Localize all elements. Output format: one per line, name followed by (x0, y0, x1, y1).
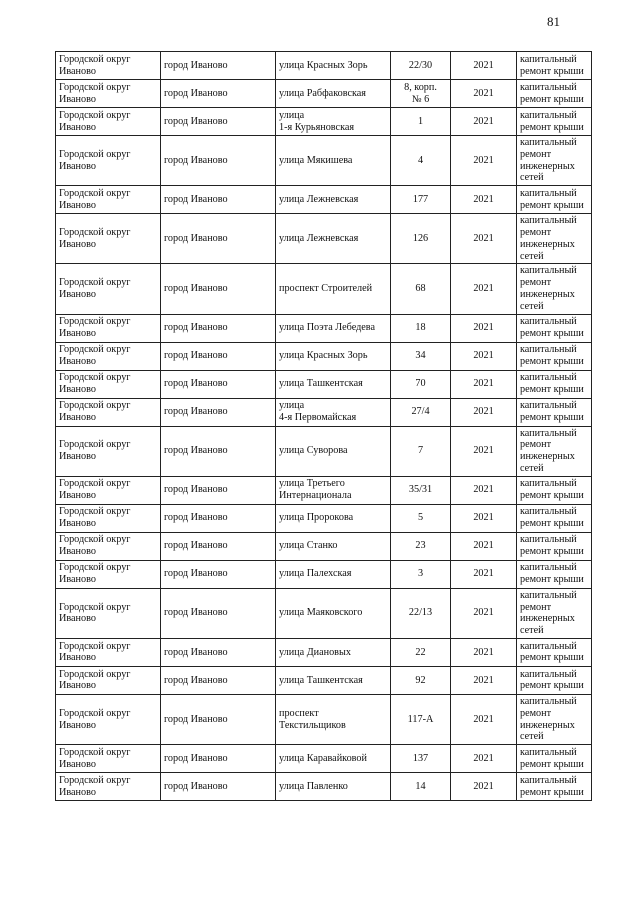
municipality-cell: Городской округ Иваново (56, 370, 161, 398)
work-type-cell: капитальный ремонт крыши (517, 370, 592, 398)
locality-cell: город Иваново (161, 314, 276, 342)
work-type-cell: капитальный ремонт крыши (517, 666, 592, 694)
house-number-cell: 68 (391, 264, 451, 314)
municipality-cell: Городской округ Иваново (56, 694, 161, 744)
locality-cell: город Иваново (161, 694, 276, 744)
table-row (56, 108, 592, 136)
table-row (56, 694, 592, 744)
work-type-cell: капитальный ремонт инженерных сетей (517, 264, 592, 314)
house-number-cell: 22 (391, 638, 451, 666)
table-row (56, 214, 592, 264)
municipality-cell: Городской округ Иваново (56, 476, 161, 504)
house-number-cell: 3 (391, 560, 451, 588)
street-cell: улица Маяковского (276, 588, 391, 638)
street-cell: улица Лежневская (276, 186, 391, 214)
municipality-cell: Городской округ Иваново (56, 638, 161, 666)
municipality-cell: Городской округ Иваново (56, 398, 161, 426)
year-cell: 2021 (451, 398, 517, 426)
table-row (56, 186, 592, 214)
table-row (56, 638, 592, 666)
municipality-cell: Городской округ Иваново (56, 214, 161, 264)
year-cell: 2021 (451, 694, 517, 744)
house-number-cell: 70 (391, 370, 451, 398)
locality-cell: город Иваново (161, 745, 276, 773)
year-cell: 2021 (451, 370, 517, 398)
street-cell: улица Пророкова (276, 504, 391, 532)
street-cell: проспект Строителей (276, 264, 391, 314)
table-row (56, 398, 592, 426)
year-cell: 2021 (451, 264, 517, 314)
locality-cell: город Иваново (161, 264, 276, 314)
house-number-cell: 1 (391, 108, 451, 136)
work-type-cell: капитальный ремонт инженерных сетей (517, 694, 592, 744)
year-cell: 2021 (451, 588, 517, 638)
house-number-cell: 27/4 (391, 398, 451, 426)
municipality-cell: Городской округ Иваново (56, 264, 161, 314)
year-cell: 2021 (451, 638, 517, 666)
street-cell: улица Поэта Лебедева (276, 314, 391, 342)
work-type-cell: капитальный ремонт крыши (517, 314, 592, 342)
municipality-cell: Городской округ Иваново (56, 186, 161, 214)
municipality-cell: Городской округ Иваново (56, 108, 161, 136)
locality-cell: город Иваново (161, 52, 276, 80)
street-cell: улица Рабфаковская (276, 80, 391, 108)
house-number-cell: 35/31 (391, 476, 451, 504)
work-type-cell: капитальный ремонт инженерных сетей (517, 214, 592, 264)
table-row (56, 504, 592, 532)
locality-cell: город Иваново (161, 342, 276, 370)
locality-cell: город Иваново (161, 136, 276, 186)
house-number-cell: 18 (391, 314, 451, 342)
house-number-cell: 4 (391, 136, 451, 186)
table-row (56, 370, 592, 398)
table-row (56, 745, 592, 773)
locality-cell: город Иваново (161, 588, 276, 638)
table-body (56, 52, 592, 801)
municipality-cell: Городской округ Иваново (56, 80, 161, 108)
year-cell: 2021 (451, 136, 517, 186)
municipality-cell: Городской округ Иваново (56, 666, 161, 694)
work-type-cell: капитальный ремонт инженерных сетей (517, 588, 592, 638)
street-cell: проспект Текстильщиков (276, 694, 391, 744)
work-type-cell: капитальный ремонт крыши (517, 560, 592, 588)
house-number-cell: 177 (391, 186, 451, 214)
table-row (56, 532, 592, 560)
work-type-cell: капитальный ремонт крыши (517, 342, 592, 370)
street-cell: улица Лежневская (276, 214, 391, 264)
house-number-cell: 126 (391, 214, 451, 264)
work-type-cell: капитальный ремонт крыши (517, 504, 592, 532)
capital-repair-table (55, 51, 592, 801)
municipality-cell: Городской округ Иваново (56, 314, 161, 342)
year-cell: 2021 (451, 314, 517, 342)
house-number-cell: 14 (391, 773, 451, 801)
locality-cell: город Иваново (161, 666, 276, 694)
street-cell: улица Диановых (276, 638, 391, 666)
locality-cell: город Иваново (161, 476, 276, 504)
table-row (56, 314, 592, 342)
year-cell: 2021 (451, 108, 517, 136)
locality-cell: город Иваново (161, 426, 276, 476)
municipality-cell: Городской округ Иваново (56, 426, 161, 476)
table-row (56, 136, 592, 186)
year-cell: 2021 (451, 80, 517, 108)
house-number-cell: 92 (391, 666, 451, 694)
street-cell: улица Каравайковой (276, 745, 391, 773)
work-type-cell: капитальный ремонт инженерных сетей (517, 426, 592, 476)
year-cell: 2021 (451, 186, 517, 214)
year-cell: 2021 (451, 773, 517, 801)
street-cell: улица Мякишева (276, 136, 391, 186)
work-type-cell: капитальный ремонт инженерных сетей (517, 136, 592, 186)
street-cell: улица Палехская (276, 560, 391, 588)
work-type-cell: капитальный ремонт крыши (517, 80, 592, 108)
work-type-cell: капитальный ремонт крыши (517, 398, 592, 426)
work-type-cell: капитальный ремонт крыши (517, 52, 592, 80)
municipality-cell: Городской округ Иваново (56, 773, 161, 801)
house-number-cell: 34 (391, 342, 451, 370)
table-row (56, 264, 592, 314)
street-cell: улица Ташкентская (276, 370, 391, 398)
locality-cell: город Иваново (161, 398, 276, 426)
municipality-cell: Городской округ Иваново (56, 342, 161, 370)
table-row (56, 560, 592, 588)
table-row (56, 426, 592, 476)
street-cell: улица Павленко (276, 773, 391, 801)
year-cell: 2021 (451, 52, 517, 80)
street-cell: улица Станко (276, 532, 391, 560)
year-cell: 2021 (451, 342, 517, 370)
year-cell: 2021 (451, 214, 517, 264)
locality-cell: город Иваново (161, 532, 276, 560)
table-row (56, 666, 592, 694)
year-cell: 2021 (451, 560, 517, 588)
year-cell: 2021 (451, 532, 517, 560)
street-cell: улица 1-я Курьяновская (276, 108, 391, 136)
table-row (56, 80, 592, 108)
street-cell: улица Красных Зорь (276, 52, 391, 80)
work-type-cell: капитальный ремонт крыши (517, 532, 592, 560)
municipality-cell: Городской округ Иваново (56, 745, 161, 773)
street-cell: улица Третьего Интернационала (276, 476, 391, 504)
municipality-cell: Городской округ Иваново (56, 136, 161, 186)
municipality-cell: Городской округ Иваново (56, 588, 161, 638)
work-type-cell: капитальный ремонт крыши (517, 186, 592, 214)
house-number-cell: 7 (391, 426, 451, 476)
street-cell: улица Ташкентская (276, 666, 391, 694)
locality-cell: город Иваново (161, 504, 276, 532)
house-number-cell: 117-А (391, 694, 451, 744)
house-number-cell: 5 (391, 504, 451, 532)
locality-cell: город Иваново (161, 773, 276, 801)
locality-cell: город Иваново (161, 186, 276, 214)
table-row (56, 476, 592, 504)
street-cell: улица 4-я Первомайская (276, 398, 391, 426)
year-cell: 2021 (451, 745, 517, 773)
municipality-cell: Городской округ Иваново (56, 560, 161, 588)
table-row (56, 342, 592, 370)
locality-cell: город Иваново (161, 214, 276, 264)
municipality-cell: Городской округ Иваново (56, 532, 161, 560)
locality-cell: город Иваново (161, 638, 276, 666)
house-number-cell: 22/13 (391, 588, 451, 638)
page-number: 81 (547, 14, 560, 29)
municipality-cell: Городской округ Иваново (56, 504, 161, 532)
municipality-cell: Городской округ Иваново (56, 52, 161, 80)
house-number-cell: 137 (391, 745, 451, 773)
house-number-cell: 8, корп. № 6 (391, 80, 451, 108)
house-number-cell: 22/30 (391, 52, 451, 80)
locality-cell: город Иваново (161, 560, 276, 588)
work-type-cell: капитальный ремонт крыши (517, 638, 592, 666)
house-number-cell: 23 (391, 532, 451, 560)
table-row (56, 773, 592, 801)
work-type-cell: капитальный ремонт крыши (517, 745, 592, 773)
street-cell: улица Суворова (276, 426, 391, 476)
work-type-cell: капитальный ремонт крыши (517, 476, 592, 504)
table-row (56, 588, 592, 638)
locality-cell: город Иваново (161, 80, 276, 108)
year-cell: 2021 (451, 426, 517, 476)
table-row (56, 52, 592, 80)
locality-cell: город Иваново (161, 108, 276, 136)
street-cell: улица Красных Зорь (276, 342, 391, 370)
year-cell: 2021 (451, 666, 517, 694)
work-type-cell: капитальный ремонт крыши (517, 108, 592, 136)
year-cell: 2021 (451, 476, 517, 504)
locality-cell: город Иваново (161, 370, 276, 398)
year-cell: 2021 (451, 504, 517, 532)
work-type-cell: капитальный ремонт крыши (517, 773, 592, 801)
